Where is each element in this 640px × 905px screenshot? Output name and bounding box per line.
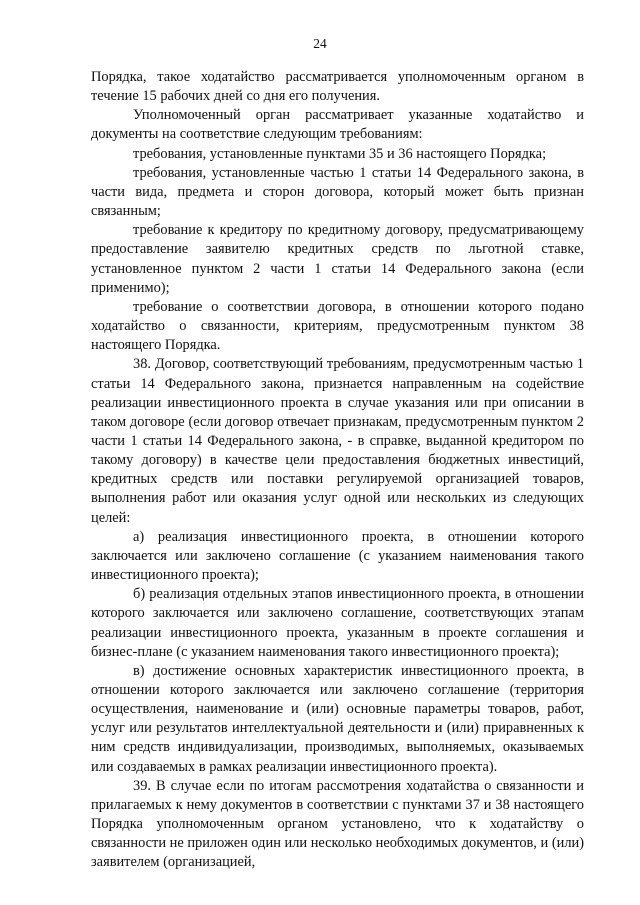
requirement-item: требования, установленные пунктами 35 и 36 настоящего Порядка;	[133, 145, 547, 162]
clause-38-item-b: б) реализация отдельных этапов инвестиционного проекта, в отношении которого заключается или заключено соглашение, соответствующих этапам реализации инвестиционного проекта, указанным в проекте соглашения и бизнес-плане (с указанием наименования такого инвестиционного проекта);	[91, 586, 584, 660]
page-body	[91, 68, 584, 873]
requirement-item: требование к кредитору по кредитному договору, предусматривающему предоставление заявителю кредитных средств по льготной ставке, установленное пунктом 2 части 1 статьи 14 Федерального закона (если применимо);	[91, 222, 584, 296]
paragraph-review-intro: Уполномоченный орган рассматривает указанные ходатайство и документы на соответствие следующим требованиям:	[91, 107, 584, 143]
clause-38-item-c: в) достижение основных характеристик инвестиционного проекта, в отношении которого заключается или заключено соглашение (территория осуществления, наименование и (или) основные параметры товаров, работ, услуг или результатов интеллектуальной деятельности и (или) приравненных к ним средств индивидуализации, производимых, выполняемых, оказываемых или создаваемых в рамках реализации инвестиционного проекта).	[91, 662, 584, 775]
requirement-item: требование о соответствии договора, в отношении которого подано ходатайство о связанности, критериям, предусмотренным пунктом 38 настоящего Порядка.	[91, 298, 584, 354]
clause-38-item-a: а) реализация инвестиционного проекта, в отношении которого заключается или заключено соглашение (с указанием наименования такого инвестиционного проекта);	[91, 528, 584, 584]
clause-38: 38. Договор, соответствующий требованиям, предусмотренным частью 1 статьи 14 Федерального закона, признается направленным на содействие реализации инвестиционного проекта в случае указания или при описании в таком договоре (если договор отвечает признакам, предусмотренным пунктом 2 части 1 статьи 14 Федерального закона, - в справке, выданной кредитором по такому договору) в качестве цели предоставления бюджетных инвестиций, кредитных средств или поставки регулируемой организацией товаров, выполнения работ или оказания услуг одной или нескольких из следующих целей:	[91, 356, 584, 526]
page-number: 24	[313, 36, 327, 51]
paragraph-continuation: Порядка, такое ходатайство рассматривается уполномоченным органом в течение 15 рабочих дней со дня его получения.	[91, 69, 584, 105]
requirement-item: требования, установленные частью 1 статьи 14 Федерального закона, в части вида, предмета и сторон договора, который может быть признан связанным;	[91, 164, 584, 220]
clause-39: 39. В случае если по итогам рассмотрения ходатайства о связанности и прилагаемых к нему документов в соответствии с пунктами 37 и 38 настоящего Порядка уполномоченным органом установлено, что к ходатайству о связанности не приложен один или несколько необходимых документов, и (или) заявителем (организацией,	[91, 777, 584, 871]
